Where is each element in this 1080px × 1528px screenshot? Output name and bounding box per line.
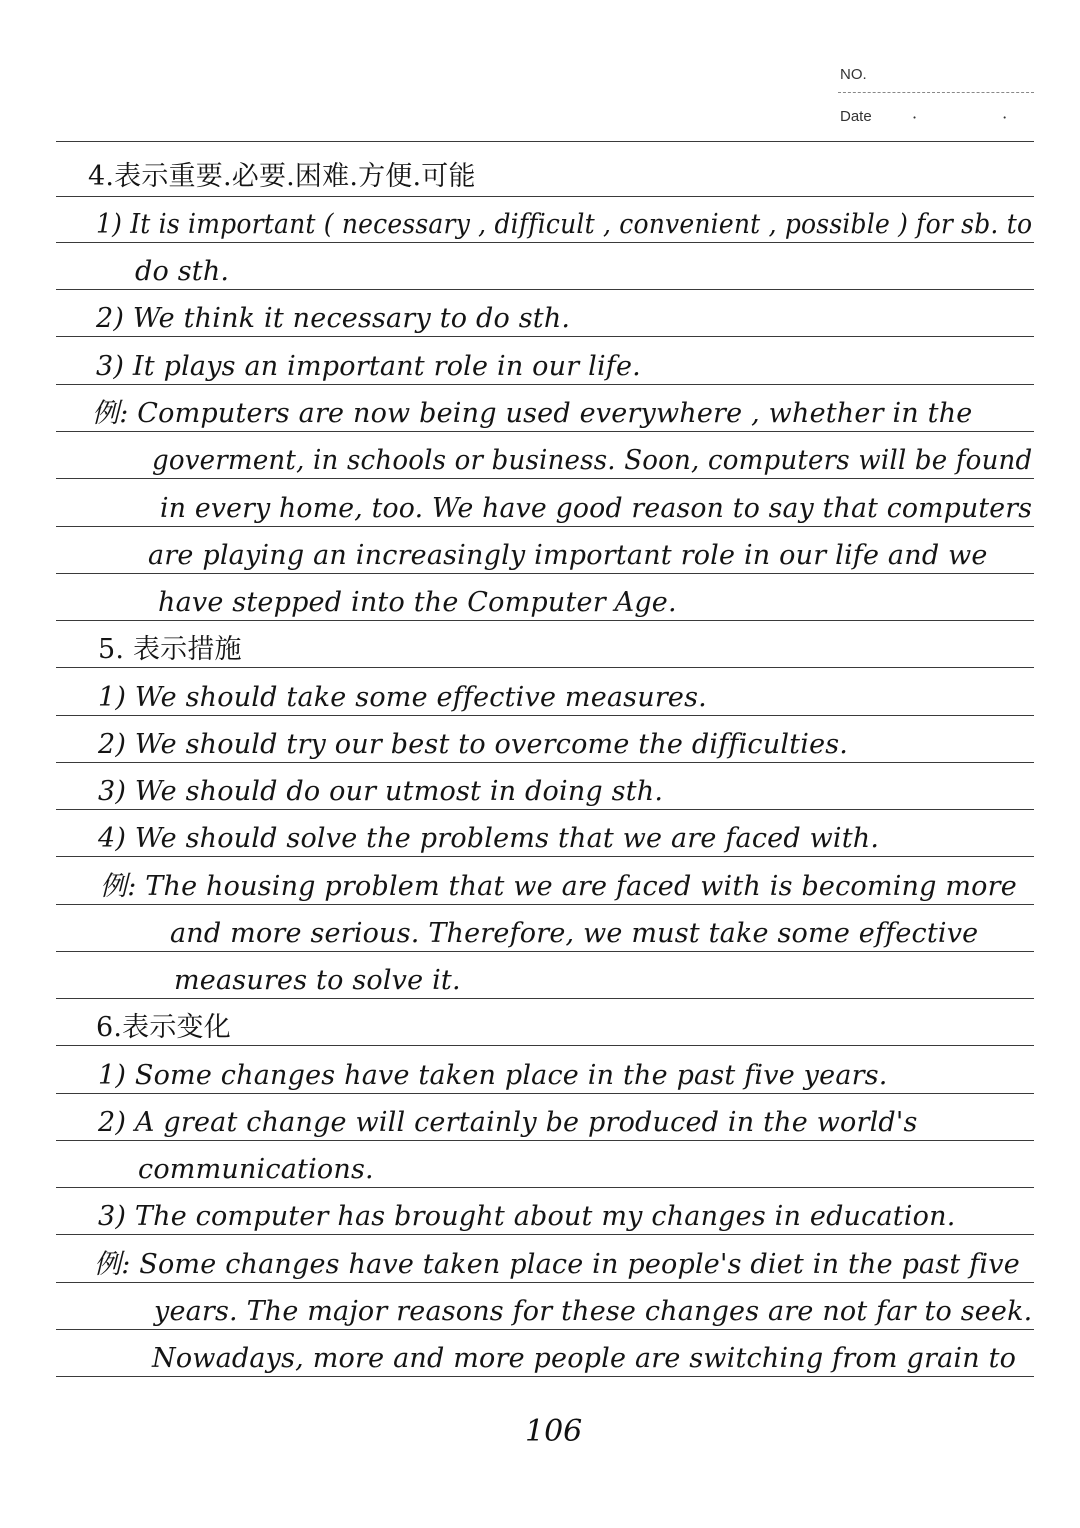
ruled-line <box>56 384 1034 385</box>
example-line: and more serious. Therefore, we must take some effective <box>170 918 979 949</box>
ruled-line <box>56 1234 1034 1235</box>
ruled-line <box>56 856 1034 857</box>
example-line: measures to solve it. <box>174 965 461 996</box>
example-line: have stepped into the Computer Age. <box>158 587 677 618</box>
ruled-line <box>56 1140 1034 1141</box>
example-line: Nowadays, more and more people are switching from grain to <box>152 1343 1017 1374</box>
text-line: 3) It plays an important role in our life. <box>96 351 641 382</box>
ruled-line <box>56 951 1034 952</box>
no-label: NO. <box>840 66 867 83</box>
example-line: years. The major reasons for these changes are not far to seek. <box>154 1296 1033 1327</box>
page-number: 106 <box>525 1414 583 1449</box>
date-dots: · · <box>912 108 1048 127</box>
text-line: 2) A great change will certainly be produced in the world's <box>98 1107 918 1138</box>
ruled-line <box>56 573 1034 574</box>
example-line: are playing an increasingly important role in our life and we <box>148 540 988 571</box>
text-line: 2) We should try our best to overcome the difficulties. <box>98 729 849 760</box>
ruled-line <box>56 289 1034 290</box>
text-line: 4) We should solve the problems that we are faced with. <box>98 823 880 854</box>
text-line: 2) We think it necessary to do sth. <box>96 303 571 334</box>
text-line: 3) The computer has brought about my changes in education. <box>98 1201 956 1232</box>
ruled-line <box>56 904 1034 905</box>
ruled-line <box>56 1282 1034 1283</box>
ruled-line <box>56 431 1034 432</box>
text-line: 1) It is important ( necessary , difficult , convenient , possible ) for sb. to <box>96 209 1033 240</box>
example-line: goverment, in schools or business. Soon, computers will be found <box>152 445 1033 476</box>
ruled-line <box>56 667 1034 668</box>
no-field-line <box>838 92 1034 93</box>
ruled-line <box>56 809 1034 810</box>
example-line: 例: Some changes have taken place in people's diet in the past five <box>94 1249 1020 1280</box>
ruled-line <box>56 336 1034 337</box>
ruled-line <box>56 141 1034 142</box>
ruled-line <box>56 715 1034 716</box>
text-line: do sth. <box>135 256 230 287</box>
ruled-line <box>56 1045 1034 1046</box>
ruled-line <box>56 1329 1034 1330</box>
text-line: 1) Some changes have taken place in the past five years. <box>98 1060 888 1091</box>
example-line: 例: The housing problem that we are faced with is becoming more <box>100 871 1017 902</box>
section-heading-5: 5. 表示措施 <box>98 634 242 665</box>
ruled-line <box>56 998 1034 999</box>
example-line: in every home, too. We have good reason to say that computers <box>160 493 1033 524</box>
ruled-line <box>56 620 1034 621</box>
ruled-line <box>56 478 1034 479</box>
ruled-line <box>56 1187 1034 1188</box>
ruled-line <box>56 242 1034 243</box>
text-line: 1) We should take some effective measures. <box>98 682 707 713</box>
text-line: communications. <box>138 1154 374 1185</box>
ruled-line <box>56 526 1034 527</box>
section-heading-6: 6.表示变化 <box>96 1012 231 1043</box>
text-line: 3) We should do our utmost in doing sth. <box>98 776 664 807</box>
ruled-line <box>56 196 1034 197</box>
section-heading-4: 4.表示重要.必要.困难.方便.可能 <box>88 161 476 192</box>
ruled-line <box>56 1093 1034 1094</box>
date-label: Date <box>840 108 872 125</box>
ruled-line <box>56 1376 1034 1377</box>
ruled-line <box>56 762 1034 763</box>
example-line: 例: Computers are now being used everywhere , whether in the <box>92 398 973 429</box>
